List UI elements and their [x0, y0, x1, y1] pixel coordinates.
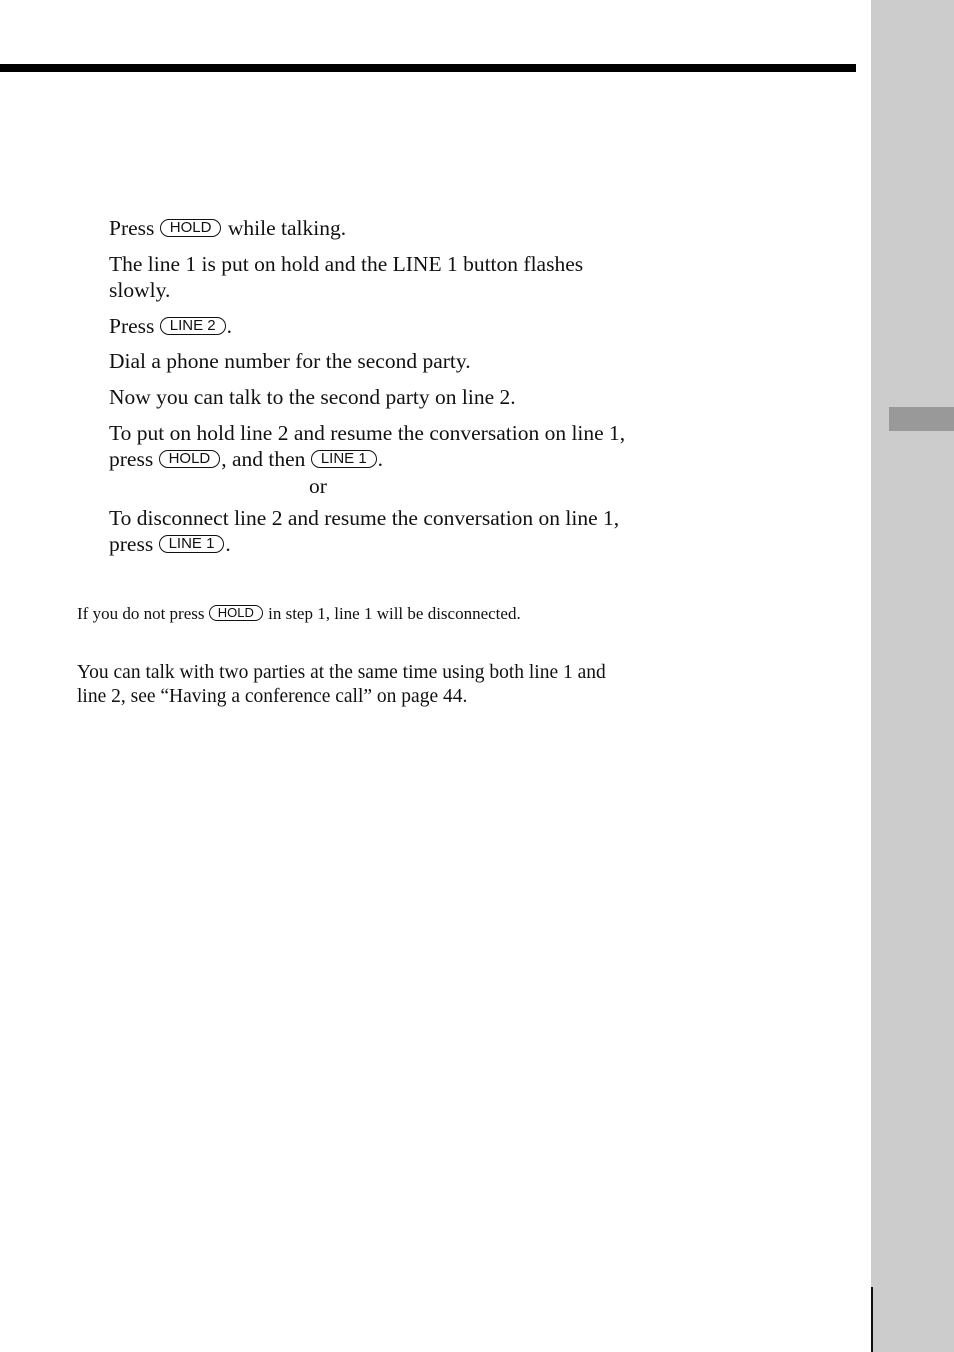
step-2: [109, 313, 232, 339]
step-4a-press: press: [109, 447, 154, 471]
step-3: Dial a phone number for the second party.: [109, 349, 471, 373]
step-4a-mid: , and then: [221, 447, 306, 471]
step-4a-line-2: [109, 446, 383, 472]
step-3-result: Now you can talk to the second party on line 2.: [109, 385, 516, 409]
step-4b-line-1: To disconnect line 2 and resume the conversation on line 1,: [109, 506, 620, 530]
step-4b-press: press: [109, 532, 154, 556]
hold-key: HOLD: [160, 219, 222, 237]
step-2-end: .: [226, 314, 233, 338]
tip-line-2: line 2, see “Having a conference call” on page 44.: [77, 686, 468, 707]
step-1-press: Press: [109, 216, 155, 240]
note-before: If you do not press: [77, 604, 205, 623]
hold-key: HOLD: [159, 450, 221, 468]
tip-line-1: You can talk with two parties at the same time using both line 1 and: [77, 662, 606, 683]
note: [77, 602, 521, 626]
side-margin-line: [871, 1287, 873, 1352]
step-4b-line-2: [109, 531, 231, 557]
step-1-result-line-2: slowly.: [109, 278, 171, 302]
step-2-press: Press: [109, 314, 155, 338]
step-1: [109, 215, 346, 241]
line-1-key: LINE 1: [311, 450, 377, 468]
step-1-result-line-1: The line 1 is put on hold and the LINE 1 button flashes: [109, 252, 584, 276]
side-index-panel: [871, 0, 954, 1352]
step-4b-end: .: [225, 532, 231, 556]
step-4a-end: .: [377, 447, 384, 471]
hold-key: HOLD: [209, 605, 263, 621]
top-rule: [0, 64, 856, 72]
step-4a-line-1: To put on hold line 2 and resume the conversation on line 1,: [109, 421, 626, 445]
step-1-rest: while talking.: [227, 216, 347, 240]
note-after: in step 1, line 1 will be disconnected.: [268, 604, 521, 623]
or-separator: or: [309, 474, 327, 498]
line-1-key: LINE 1: [159, 535, 225, 553]
section-index-tab: [889, 407, 954, 431]
line-2-key: LINE 2: [160, 317, 226, 335]
